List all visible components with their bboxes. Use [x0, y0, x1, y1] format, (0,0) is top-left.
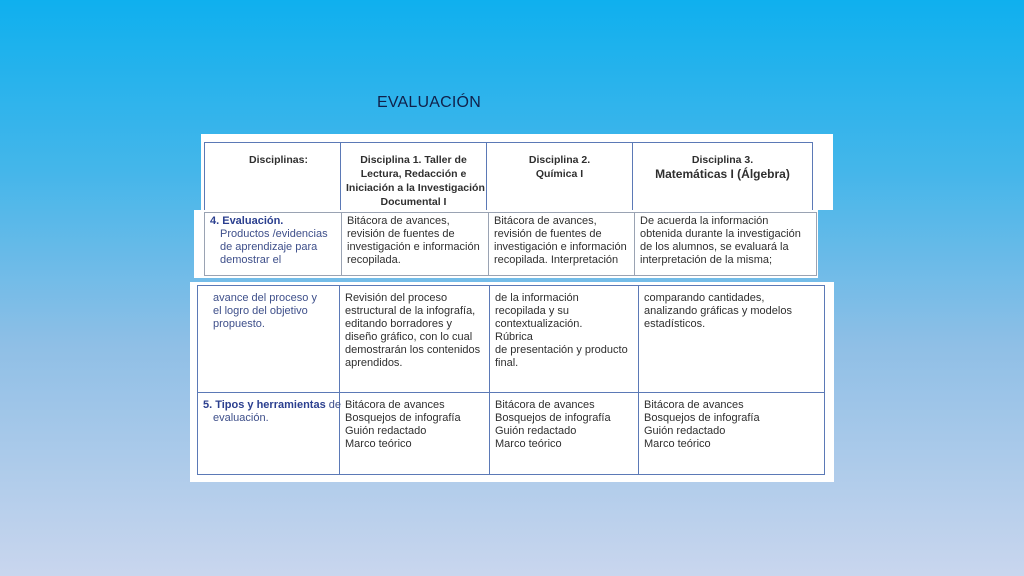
cell-line: Bitácora de avances,: [347, 215, 450, 227]
cell-line: Revisión del proceso: [345, 292, 448, 304]
tools-label-strong: 5. Tipos y herramientas: [203, 399, 326, 411]
cell-line: de presentación y producto: [495, 344, 628, 356]
cell-line: Bitácora de avances: [495, 399, 595, 411]
cell-line: revisión de fuentes de: [347, 228, 455, 240]
tools-label-line-1: [203, 399, 341, 412]
tools-label-cell: [198, 393, 340, 475]
cell-line: recopilada y su: [495, 305, 569, 317]
tools-label-rest: de: [325, 399, 341, 411]
evaluation-cell-discipline-3: [635, 213, 817, 276]
continuation-label-cell: [198, 286, 340, 393]
cell-line: Bosquejos de infografía: [644, 412, 760, 424]
evaluation-row: [205, 213, 817, 276]
cell-line: estructural de la infografía,: [345, 305, 476, 317]
header-discipline-2-line: Química I: [535, 168, 584, 180]
cell-line: de los alumnos, se evaluará la: [640, 241, 789, 253]
cell-line: Guión redactado: [644, 425, 726, 437]
cell-line: Bosquejos de infografía: [345, 412, 461, 424]
header-discipline-3-line: Disciplina 3.: [691, 154, 754, 166]
cell-line: estadísticos.: [644, 318, 706, 330]
cell-line: diseño gráfico, con lo cual: [345, 331, 473, 343]
cell-line: Guión redactado: [495, 425, 577, 437]
cell-line: interpretación de la misma;: [640, 254, 773, 266]
evaluation-label-line: Productos /evidencias: [220, 228, 328, 240]
continuation-label-line: avance del proceso y: [213, 292, 317, 304]
evaluation-cell-discipline-1: [342, 213, 489, 276]
header-discipline-1-line: Lectura, Redacción e: [360, 168, 467, 180]
header-table-panel: [201, 134, 833, 210]
cell-line: de la información: [495, 292, 579, 304]
continuation-label-line: el logro del objetivo: [213, 305, 308, 317]
cell-line: recopilada.: [347, 254, 401, 266]
tools-row-1: [198, 286, 825, 393]
cell-line: analizando gráficas y modelos: [644, 305, 792, 317]
header-row: [205, 143, 813, 212]
header-disciplinas: Disciplinas:: [205, 143, 341, 212]
tools-cell-discipline-3: [639, 393, 825, 475]
evaluation-table: [204, 212, 817, 276]
cell-line: aprendidos.: [345, 357, 403, 369]
cell-line: Marco teórico: [345, 438, 412, 450]
cell-line: final.: [495, 357, 519, 369]
header-discipline-1-line: Iniciación a la Investigación: [346, 182, 485, 194]
header-discipline-3-line: Matemáticas I (Álgebra): [655, 167, 790, 181]
cell-line: Marco teórico: [644, 438, 711, 450]
continuation-cell-discipline-1: [340, 286, 490, 393]
cell-line: demostrarán los contenidos: [345, 344, 481, 356]
header-discipline-2-line: Disciplina 2.: [528, 154, 591, 166]
header-discipline-2: [487, 143, 633, 212]
cell-line: recopilada. Interpretación: [494, 254, 619, 266]
cell-line: comparando cantidades,: [644, 292, 765, 304]
tools-cell-discipline-2: [490, 393, 639, 475]
slide-title: EVALUACIÓN: [377, 94, 481, 111]
header-discipline-1-line: Disciplina 1. Taller de: [360, 154, 467, 166]
cell-line: Marco teórico: [495, 438, 562, 450]
cell-line: investigación e información: [494, 241, 627, 253]
cell-line: Bitácora de avances,: [494, 215, 597, 227]
evaluation-cell-discipline-2: [489, 213, 635, 276]
evaluation-table-panel: [194, 210, 818, 278]
cell-line: Bosquejos de infografía: [495, 412, 611, 424]
evaluation-label-cell: [205, 213, 342, 276]
header-table: [204, 142, 813, 212]
continuation-cell-discipline-3: [639, 286, 825, 393]
cell-line: Bitácora de avances: [644, 399, 744, 411]
tools-row-2: [198, 393, 825, 475]
header-discipline-1: [341, 143, 487, 212]
cell-line: Guión redactado: [345, 425, 427, 437]
header-discipline-1-line: Documental I: [380, 196, 447, 208]
cell-line: Rúbrica: [495, 331, 533, 343]
evaluation-label-title: 4. Evaluación.: [210, 215, 284, 227]
cell-line: Bitácora de avances: [345, 399, 445, 411]
evaluation-label-line: de aprendizaje para: [220, 241, 318, 253]
tools-table: [197, 285, 825, 475]
continuation-cell-discipline-2: [490, 286, 639, 393]
cell-line: revisión de fuentes de: [494, 228, 602, 240]
cell-line: obtenida durante la investigación: [640, 228, 801, 240]
tools-label-line-2: evaluación.: [213, 412, 269, 424]
cell-line: contextualización.: [495, 318, 583, 330]
continuation-label-line: propuesto.: [213, 318, 265, 330]
cell-line: De acuerda la información: [640, 215, 769, 227]
tools-cell-discipline-1: [340, 393, 490, 475]
evaluation-label-line: demostrar el: [220, 254, 282, 266]
cell-line: editando borradores y: [345, 318, 453, 330]
tools-table-panel: [190, 282, 834, 482]
cell-line: investigación e información: [347, 241, 480, 253]
header-discipline-3: [633, 143, 813, 212]
